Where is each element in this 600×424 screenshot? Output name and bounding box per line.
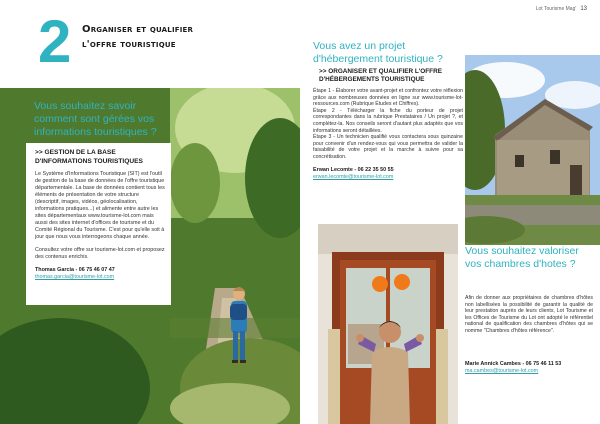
chambres-contact (465, 355, 593, 375)
contact-email-cambes[interactable]: ma.cambes@tourisme-lot.com (465, 368, 539, 374)
step-1: Étape 1 - Élaborer votre avant-projet et confrontez votre réflexion grâce aux nombreuses données en ligne sur www.tourisme-lot-ressources.com (Rubrique Études et Chiffres). (313, 88, 463, 108)
page-number: 13 (580, 6, 587, 12)
section-heading-projet: Vous avez un projet d'hébergement touristique ? (313, 40, 443, 65)
contact-name-cambes: Marie Annick Cambes - 06 75 46 11 53 (465, 361, 562, 367)
step-3: Étape 3 - Un technicien qualifié vous contactera sous quinzaine pour convenir d'un rendez-vous qui vous permettra de valider la faisabilité de votre projet et la marche à suivre pour sa concrétisation. (313, 134, 463, 160)
section-heading-informations: Vous souhaitez savoir comment sont gérées vos informations touristiques ? (34, 100, 157, 138)
stone-house-photo (465, 55, 600, 245)
contact-email-lecomte[interactable]: erwan.lecomte@tourisme-lot.com (313, 173, 394, 180)
projet-box (313, 68, 463, 181)
chapter-number: 2 (38, 8, 72, 75)
chapter-title: Organiser et qualifier l'offre touristique (82, 24, 194, 50)
contact-name-garcia: Thomas Garcia - 06 75 46 07 47 (35, 267, 115, 273)
box-text-sit: Le Système d'Informations Touristique (SIT) est l'outil de gestion de la base de données de l'offre touristique départementale. La base de données contient tous les éléments de présentation de votre structure (descriptif, images, vidéos, géolocalisation, informations pratiques...) et alimente entre autre les sites départementaux www.tourisme-lot.com mais aussi des sites internet d'offices de tourisme et du Comité Régional du Tourisme. C'est pour qu'elle soit à jour que nous vous interrogeons chaque année. (35, 171, 165, 240)
contact-email-garcia[interactable]: thomas.garcia@tourisme-lot.com (35, 274, 115, 280)
step-2: Étape 2 - Télécharger la fiche du porteur de projet correspondantes dans la rubrique Prestataires / Un projet ?, et complétez-la. Nos conseils seront d'autant plus adaptés que vos informations seront détaillées. (313, 107, 463, 134)
running-title: Lot Tourisme Mag' (535, 6, 577, 12)
section-heading-chambres: Vous souhaitez valoriser vos chambres d'hotes ? (465, 245, 579, 270)
box-title-hebergements: >> ORGANISER ET QUALIFIER L'OFFRE D'HÉBERGEMENTS TOURISTIQUE (319, 68, 442, 83)
host-juggling-photo (318, 224, 458, 424)
info-box-sit (26, 143, 171, 305)
box-title-gestion: >> GESTION DE LA BASE D'INFORMATIONS TOURISTIQUES (35, 149, 143, 165)
box-text-consultez: Consultez votre offre sur tourisme-lot.com et proposez des contenus enrichis. (35, 247, 165, 260)
running-header (536, 6, 587, 12)
contact-name-lecomte: Erwan Lecomte - 06 22 35 50 55 (313, 166, 394, 173)
chambres-text: Afin de donner aux propriétaires de chambres d'hôtes non labellisées la possibilité de garantir la qualité de leur prestation auprès de leurs clients, Lot Tourisme et les Offices de Tourisme du Lot ont adopté le référentiel national de qualification des chambres d'hôtes qui se nomme "Chambres d'hôtes référence". (465, 295, 593, 334)
